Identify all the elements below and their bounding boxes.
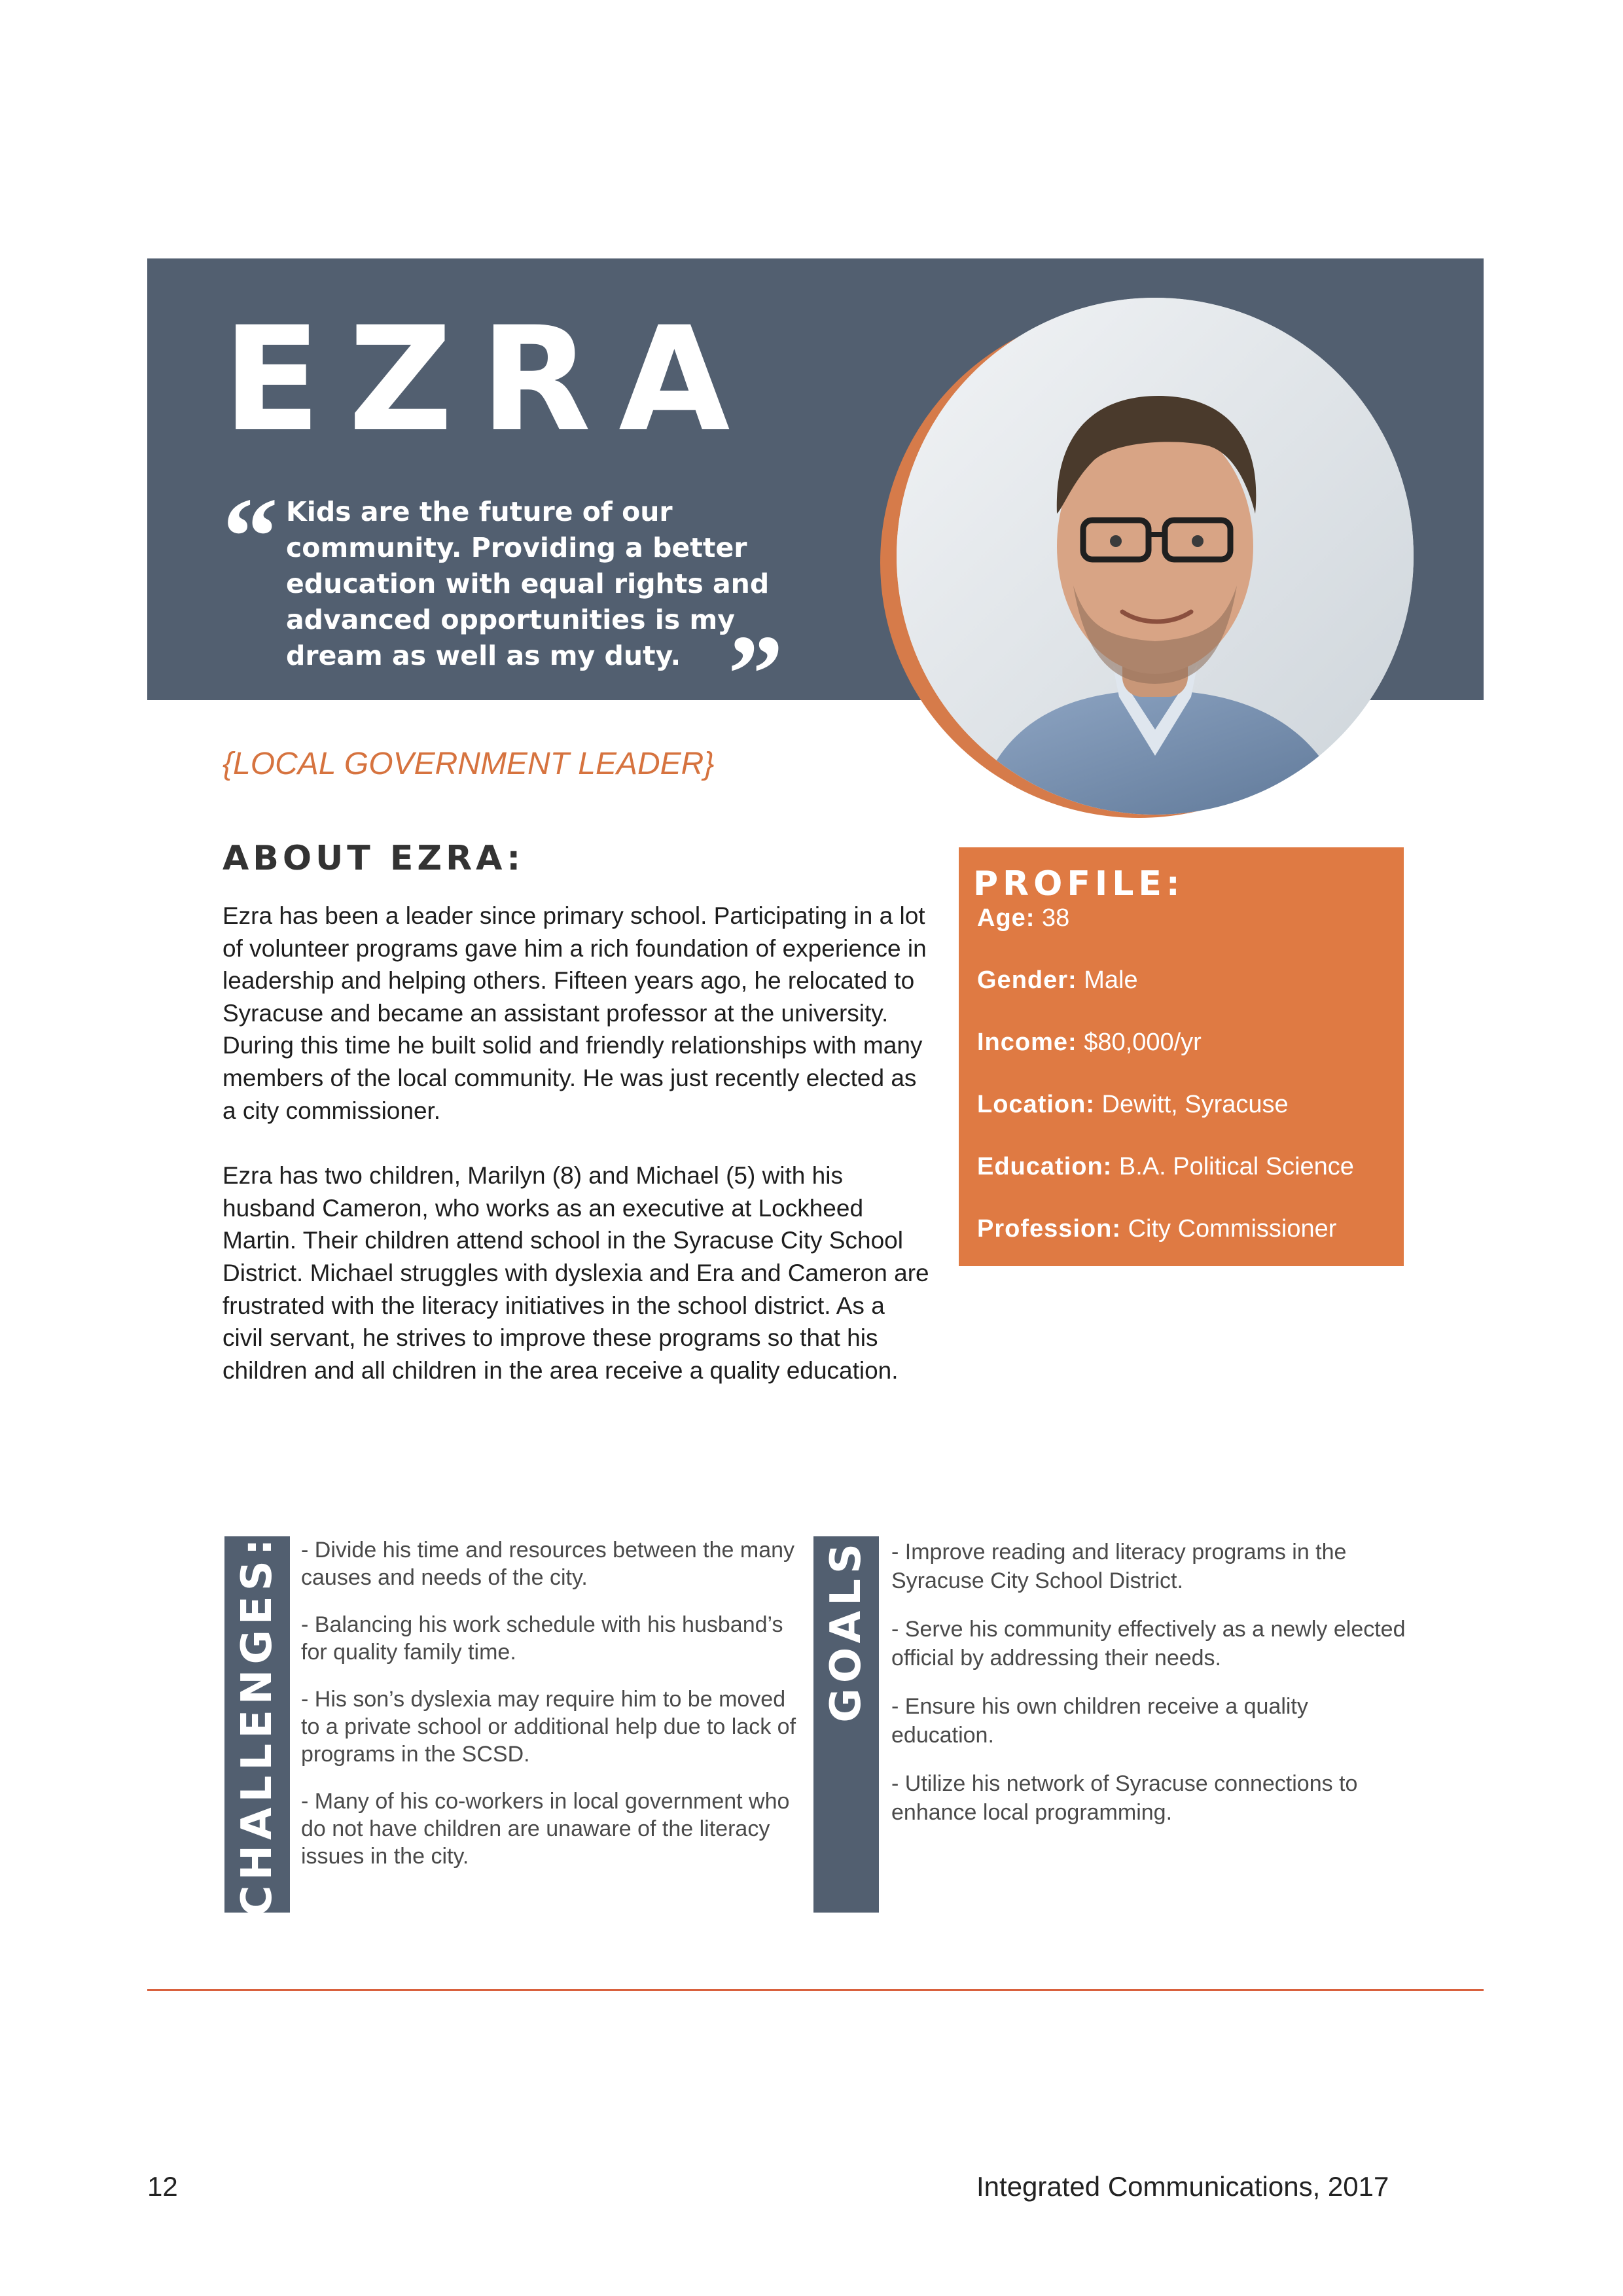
profile-value: B.A. Political Science [1118, 1153, 1354, 1180]
profile-row-age [973, 905, 1404, 931]
goals-label: GOALS: [822, 1515, 870, 1723]
goal-item: - Utilize his network of Syracuse connections to enhance local programming. [891, 1771, 1358, 1825]
challenge-item: - Many of his co-workers in local government who do not have children are unaware of the literacy issues in the city. [301, 1789, 790, 1869]
about-paragraph: Ezra has been a leader since primary school. Participating in a lot of volunteer programs gave him a rich foundation of experience in leadership and helping others. Fifteen years ago, he relocated to Syracuse and became an assistant professor at the university. During this time he built solid and friendly relationships with many members of the local community. He was just recently elected as a city commissioner. [223, 902, 927, 1124]
goal-item: - Improve reading and literacy programs in the Syracuse City School District. [891, 1540, 1347, 1593]
profile-value: Dewitt, Syracuse [1101, 1091, 1289, 1118]
profile-row-profession [973, 1216, 1404, 1242]
profile-label: Education: [977, 1153, 1113, 1180]
about-paragraph: Ezra has two children, Marilyn (8) and Michael (5) with his husband Cameron, who works as an executive at Lockheed Martin. Their children attend school in the Syracuse City School District. Michael struggles with dyslexia and Era and Cameron are frustrated with the literacy initiatives in the school district. As a civil servant, he strives to improve these programs so that his children and all children in the area receive a quality education. [223, 1162, 929, 1384]
profile-value: City Commissioner [1128, 1215, 1337, 1243]
challenges-label: CHALLENGES: [233, 1533, 281, 1916]
footer-title: Integrated Communications, 2017 [976, 2171, 1389, 2202]
goals-list [891, 1538, 1415, 1846]
persona-portrait [897, 298, 1414, 815]
profile-label: Profession: [977, 1215, 1122, 1243]
profile-value: 38 [1042, 904, 1070, 932]
profile-label: Income: [977, 1029, 1077, 1056]
goal-item: - Serve his community effectively as a newly elected official by addressing their needs. [891, 1617, 1406, 1670]
profile-row-education [973, 1154, 1404, 1180]
goal-item: - Ensure his own children receive a quality education. [891, 1694, 1308, 1748]
close-quote-mark: ” [728, 612, 783, 735]
profile-row-gender [973, 967, 1404, 993]
profile-label: Location: [977, 1091, 1095, 1118]
profile-row-income [973, 1029, 1404, 1055]
about-heading: ABOUT EZRA: [223, 839, 525, 878]
page-number: 12 [147, 2171, 178, 2202]
persona-role: {LOCAL GOVERNMENT LEADER} [223, 747, 715, 781]
profile-value: $80,000/yr [1084, 1029, 1202, 1056]
profile-label: Gender: [977, 966, 1077, 994]
challenge-item: - His son’s dyslexia may require him to be moved to a private school or additional help due to lack of programs in the SCSD. [301, 1687, 796, 1767]
challenge-item: - Balancing his work schedule with his husband’s for quality family time. [301, 1612, 783, 1665]
goals-tab [813, 1515, 879, 1913]
open-quote-mark: “ [223, 475, 278, 598]
footer-divider [147, 1989, 1484, 1991]
profile-heading: PROFILE: [973, 864, 1185, 904]
profile-card [959, 847, 1404, 1266]
challenge-item: - Divide his time and resources between the many causes and needs of the city. [301, 1538, 795, 1590]
profile-row-location [973, 1091, 1404, 1118]
challenges-list [301, 1536, 798, 1890]
about-body [223, 900, 929, 1419]
persona-quote: Kids are the future of our community. Providing a better education with equal rights and advanced opportunities is my dream as well as my duty. [286, 496, 770, 671]
profile-value: Male [1084, 966, 1138, 994]
profile-label: Age: [977, 904, 1035, 932]
persona-name: EZRA [223, 296, 758, 463]
challenges-tab [224, 1533, 290, 1916]
